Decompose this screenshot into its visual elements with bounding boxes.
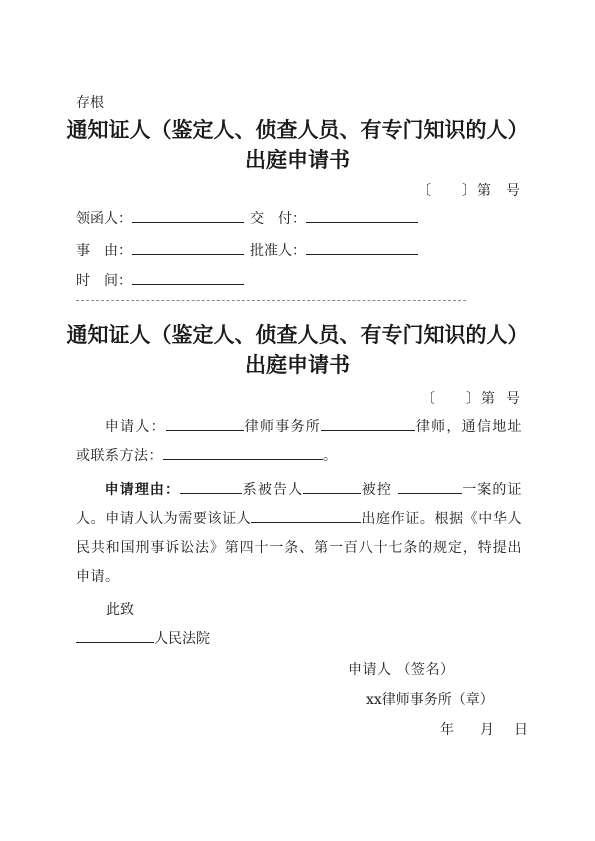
lawyer-address-text: 律师，通信地址或联系方法：	[76, 419, 523, 464]
stub-row-matter	[76, 240, 244, 260]
address-period: 。	[323, 448, 338, 464]
form-number-open: 〔	[421, 391, 436, 407]
form-number-suffix: 号	[506, 391, 521, 407]
stub-document-number	[417, 180, 521, 200]
delivery-field[interactable]	[306, 208, 418, 223]
court-name-field[interactable]	[76, 628, 154, 643]
time-field[interactable]	[132, 270, 244, 285]
stub-label: 存根	[76, 95, 104, 111]
form-title: 通知证人（鉴定人、侦查人员、有专门知识的人）出庭申请书	[66, 322, 529, 377]
stub-number-open: 〔	[417, 183, 432, 199]
stub-number-suffix: 号	[506, 183, 521, 199]
stub-row-time	[76, 270, 244, 290]
witness-name-field[interactable]	[180, 479, 242, 494]
witness-field[interactable]	[251, 508, 361, 523]
approver-field[interactable]	[306, 240, 418, 255]
applicant-label: 申请人：	[104, 419, 166, 435]
reason-label: 申请理由：	[104, 482, 181, 498]
stub-title: 通知证人（鉴定人、侦查人员、有专门知识的人）出庭申请书	[66, 117, 529, 172]
date-month: 月	[480, 722, 494, 738]
stub-row-recipient	[76, 208, 244, 228]
stub-row-approver	[250, 240, 418, 260]
stub-number-close: 〕第	[462, 183, 492, 199]
time-label: 时 间：	[76, 273, 132, 289]
delivery-label: 交 付：	[250, 211, 306, 227]
approver-label: 批准人：	[250, 243, 306, 259]
applicant-signature: 申请人 （签名）	[348, 662, 455, 678]
matter-field[interactable]	[132, 240, 244, 255]
date-day: 日	[514, 722, 528, 738]
reason-paragraph	[76, 476, 522, 592]
salutation: 此致	[106, 602, 134, 618]
recipient-field[interactable]	[132, 208, 244, 223]
reason-text-1: 系被告人	[242, 482, 304, 498]
form-document-number	[421, 388, 521, 408]
reason-text-3: 一案的证人。申请人认为需要该证人	[76, 482, 523, 527]
law-firm-seal: xx律师事务所（章）	[366, 692, 494, 708]
reason-text-4: 出庭作证。根据《中华人民共和国刑事诉讼法》第四十一条、第一百八十七条的规定，特提出申请。	[76, 511, 523, 585]
form-number-close: 〕第	[466, 391, 496, 407]
cut-line-divider	[76, 300, 466, 301]
matter-label: 事 由：	[76, 243, 132, 259]
law-firm-text: 律师事务所	[243, 419, 322, 435]
reason-text-2: 被控	[361, 482, 393, 498]
court-line	[76, 628, 210, 648]
applicant-name-field[interactable]	[166, 416, 244, 431]
address-field[interactable]	[163, 445, 323, 460]
charge-field[interactable]	[398, 479, 462, 494]
recipient-label: 领函人：	[76, 211, 132, 227]
date-line	[440, 719, 528, 739]
applicant-paragraph	[76, 413, 522, 471]
date-year: 年	[440, 722, 454, 738]
stub-row-delivery	[250, 208, 418, 228]
defendant-name-field[interactable]	[303, 479, 361, 494]
court-suffix: 人民法院	[154, 631, 210, 647]
lawyer-name-field[interactable]	[321, 416, 415, 431]
